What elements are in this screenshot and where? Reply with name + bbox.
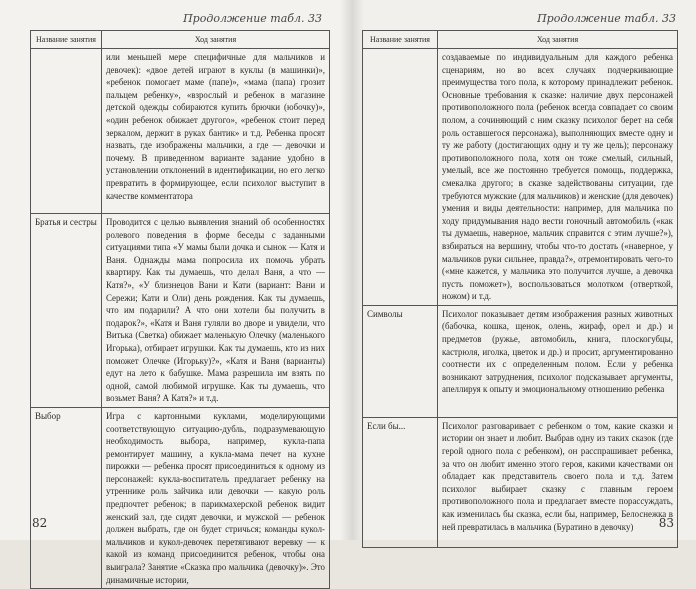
table-row [363,49,678,306]
table-header-row [363,31,678,49]
activities-table [30,30,330,589]
activity-name [31,49,102,214]
running-head: Продолжение табл. 33 [183,12,322,25]
table-row [363,417,678,547]
activity-description: или меньшей мере специфичные для мальчиков и девочек): «двое детей играют в куклы (в машинки)», «ребенок помогает маме (папе)», «мама (папа) грозит пальцем ребенку», «взрослый и ребенок в магазине детской одежды собираются купить брючки (юбочку)», «один ребенок обижает другого», «ребенок стоит перед зеркалом, держит в руках бантик» и т.д. Ребенка просят назвать, где изображены мальчики, а где — девочки и почему. В приведенном варианте задание удобно в установлении отклонений в идентификации, но его легко превратить в формирующее, если психолог выступит в качестве комментатора [102,49,330,214]
table-row [363,305,678,417]
activity-name: Символы [363,305,438,417]
column-header-name: Название занятия [31,31,102,49]
activities-table [362,30,678,548]
page-number: 82 [32,516,48,530]
page-number: 83 [658,516,674,530]
activity-name: Выбор [31,407,102,588]
running-head: Продолжение табл. 33 [537,12,676,25]
column-header-name: Название занятия [363,31,438,49]
column-header-activity: Ход занятия [102,31,330,49]
activity-name: Братья и сестры [31,214,102,408]
activity-name: Если бы... [363,417,438,547]
activity-description: Психолог разговаривает с ребенком о том, какие сказки и истории он знает и любит. Выбрав одну из таких сказок (где герой одного пола с ребенком), он расспрашивает ребенка, за что он любит именно этого героя, какими качествами он обладает как представитель своего пола и т.д. Затем психолог выбирает сказку с главным героем противоположного пола и предлагает вместе порассуждать, как изменилась бы сказка, если бы, например, Белоснежка в ней превратилась в мальчика (Буратино в девочку) [438,417,678,547]
table-row [31,214,330,408]
activity-description: Психолог показывает детям изображения разных животных (бабочка, кошка, щенок, олень, жираф, орел и др.) и предметов (ружье, автомобиль, книга, плоскогубцы, кастрюля, иголка, цветок и др.) и просит, аргументированно соотнести их с определенным полом. Если у ребенка возникают затруднения, психолог подсказывает аргументы, апеллируя к опыту и эмоциональному отношению ребенка [438,305,678,417]
activity-description: создаваемые по индивидуальным для каждого ребенка сценариям, но во всех случаях подчеркивающие преимущества того пола, к которому принадлежит ребенок. Основные требования к сказке: наличие двух персонажей противоположного пола (ребенок всегда совпадает со своим полом, а сочиняющий с ним сказку психолог берет на себя роль оставшегося персонажа), выполняющих вместе одну и ту же работу (достигающих одну и ту же цель); персонажу противоположного пола, хотя он тоже смелый, сильный, умелый, все же постоянно требуется помощь, поддержка, смекалка другого; в сказке задействованы ситуации, где требуются мужские (для мальчиков) и женские (для девочек) умения и виды деятельности: например, для мальчика по ходу придумывания надо вести гоночный автомобиль («как ты думаешь, наверное, мальчик справится с этим лучше?»), взбираться на вершину, чтобы что-то достать («наверное, у мальчиков руки сильнее, правда?», отремонтировать чего-то («мне кажется, у мальчика это получится лучше, а девочка пусть поможет»), воспользоваться молотком (отверткой, ножом) и т.д. [438,49,678,306]
activity-description: Игра с картонными куклами, моделирующими соответствующую ситуацию-дубль, подразумевающую необходимость выбора, например, кукла-папа ремонтирует машину, а кукла-мама печет на кухне пирожки — ребенка просят присоединиться к одному из персонажей: кукла-воспитатель предлагает ребенку на утреннике роль зайчика или девочки — какую роль предпочтет ребенок; в парикмахерской ребенок видит женский зал, где сидят девочки, и мужской — ребенок должен выбрать, где он будет стричься; команды кукол-мальчиков и кукол-девочек перетягивают веревку — к какой из команд присоединится ребенок, чтобы она выиграла? Занятие «Сказка про мальчика (девочку)». Это динамичные истории, [102,407,330,588]
column-header-activity: Ход занятия [438,31,678,49]
table-row [31,49,330,214]
right-page [352,0,696,540]
activity-name [363,49,438,306]
activity-description: Проводится с целью выявления знаний об особенностях ролевого поведения в форме беседы с заданными ситуациями типа «У мамы были дочка и сынок — Катя и Ваня. Однажды мама попросила их помочь убрать квартиру. Как ты думаешь, что делал Ваня, а что — Катя?», «У близнецов Вани и Кати (вариант: Вани и Сережи; Кати и Оли) день рождения. Как ты думаешь, что им подарили? А что они хотели бы получить в подарок?», «Катя и Ваня гуляли во дворе и увидели, что Витька (Светка) обижает маленькую Олечку (маленького Игорька), отбирает игрушки. Как ты думаешь, кто из них поможет Олечке (Игорьку)?», «Катя и Ваня (варианты) едут на лето к бабушке. Мама разрешила им взять по одной, самой любимой игрушке. Как ты думаешь, что возьмет Ваня? А Катя?» и т.д. [102,214,330,408]
table-header-row [31,31,330,49]
table-row [31,407,330,588]
